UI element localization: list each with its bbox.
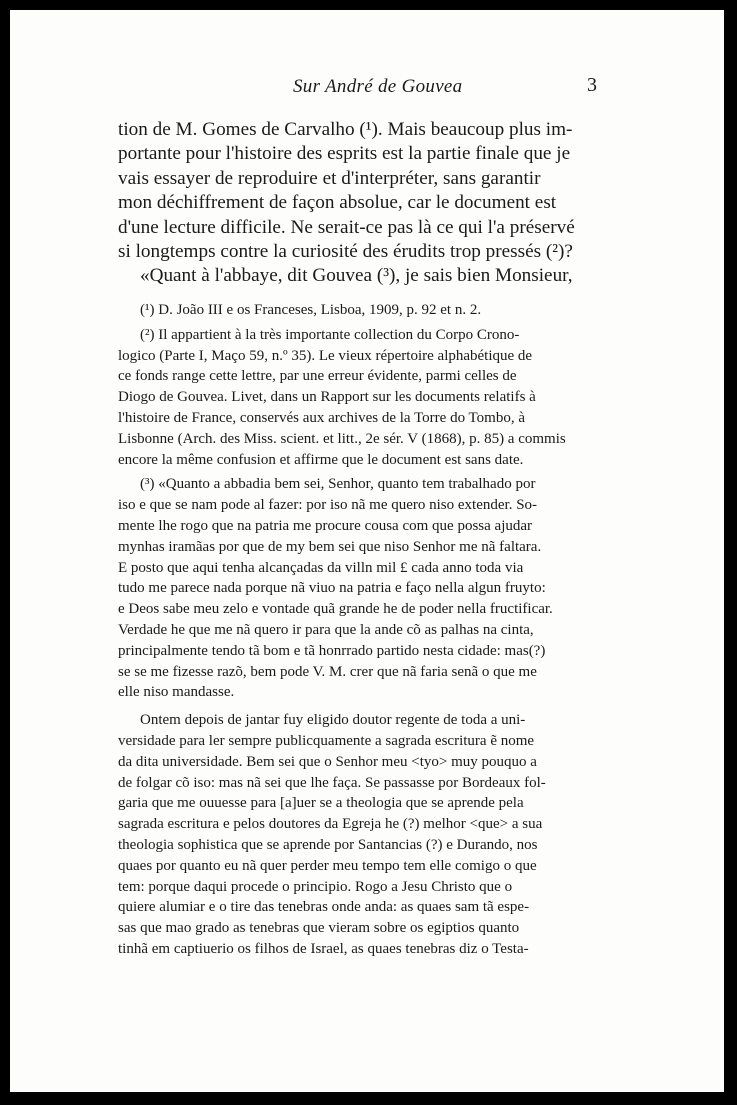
footnote-3-cont-line: versidade para ler sempre publicquamente a sagrada escritura ẽ nome	[118, 732, 535, 749]
footnote-2-line: ce fonds range cette lettre, par une erreur évidente, parmi celles de	[118, 368, 517, 385]
footnote-3-cont-line: de folgar cõ iso: mas nã sei que lhe faça. Se passasse por Bordeaux fol-	[118, 774, 546, 791]
footnote-3-cont-line: sagrada escritura e pelos doutores da Egreja he (?) melhor <que> a sua	[118, 816, 543, 833]
text-line: d'une lecture difficile. Ne serait-ce pas là ce qui l'a préservé	[118, 216, 575, 238]
text-line: tion de M. Gomes de Carvalho (¹). Mais beaucoup plus im-	[118, 119, 573, 140]
footnote-3-line: iso e que se nam pode al fazer: por iso nã me quero niso extender. So-	[118, 497, 538, 514]
footnote-3-line: E posto que aqui tenha alcançadas da villn mil £ cada anno toda via	[118, 559, 524, 576]
footnote-2-line: (²) Il appartient à la très importante collection du Corpo Crono-	[140, 326, 520, 343]
page-header	[10, 76, 724, 102]
footnote-3-line: mente lhe rogo que na patria me procure cousa com que possa ajudar	[118, 517, 533, 534]
footnote-3-cont-line: tinhã em captiuerio os filhos de Israel, as quaes tenebras diz o Testa-	[118, 940, 529, 957]
footnote-3-line: e Deos sabe meu zelo e vontade quã grande he de poder nella fructificar.	[118, 601, 553, 618]
footnote-3-line: principalmente tendo tã bom e tã honrrado partido nesta cidade: mas(?)	[118, 642, 546, 659]
text-line: mon déchiffrement de façon absolue, car le document est	[118, 192, 557, 214]
footnote-1: (¹) D. João III e os Franceses, Lisboa, 1909, p. 92 et n. 2.	[140, 302, 482, 318]
footnote-3-cont-line: Ontem depois de jantar fuy eligido doutor regente de toda a uni-	[140, 712, 526, 729]
footnote-2-line: l'histoire de France, conservés aux archives de la Torre do Tombo, à	[118, 409, 525, 426]
book-page	[10, 10, 724, 1092]
text-line: «Quant à l'abbaye, dit Gouvea (³), je sais bien Monsieur,	[140, 265, 573, 287]
footnote-3-cont-line: quaes por quanto eu nã quer perder meu tempo tem elle comigo o que	[118, 857, 537, 874]
footnote-3-cont-line: quiere alumiar e o tire das tenebras onde anda: as quaes sam tã espe-	[118, 899, 530, 916]
footnote-3-line: (³) «Quanto a abbadia bem sei, Senhor, quanto tem trabalhado por	[140, 476, 536, 493]
footnote-2-line: Diogo de Gouvea. Livet, dans un Rapport sur les documents relatifs à	[118, 389, 536, 406]
footnote-3-line: tudo me parece nada porque nã viuo na patria e faço nella algun fruyto:	[118, 580, 546, 597]
footnote-3-line: se se me fizesse razõ, bem pode V. M. crer que nã faria senã o que me	[118, 663, 537, 680]
footnote-3-line: Verdade he que me nã quero ir para que la ande cõ as palhas na cinta,	[118, 621, 534, 638]
footnote-3-line: elle niso mandasse.	[118, 684, 235, 701]
footnotes	[118, 300, 606, 960]
text-line: portante pour l'histoire des esprits est la partie finale que je	[118, 143, 571, 165]
footnote-2-line: encore la même confusion et affirme que le document est sans date.	[118, 451, 524, 468]
main-text	[118, 118, 606, 289]
footnote-3-cont-line: garia que me ouuesse para [a]uer se a theologia que se aprende pela	[118, 795, 524, 812]
footnote-2-line: Lisbonne (Arch. des Miss. scient. et litt., 2e sér. V (1868), p. 85) a commis	[118, 430, 566, 447]
text-line: si longtemps contre la curiosité des érudits trop pressés (²)?	[118, 240, 573, 262]
page-number: 3	[587, 74, 597, 96]
text-line: vais essayer de reproduire et d'interpréter, sans garantir	[118, 167, 541, 189]
footnote-3-cont-line: da dita universidade. Bem sei que o Senhor meu <tyo> muy pouquo a	[118, 753, 537, 770]
footnote-3-line: mynhas iramãas por que de my bem sei que niso Senhor me nã faltara.	[118, 538, 542, 555]
footnote-3-cont-line: theologia sophistica que se aprende por Santancias (?) e Durando, nos	[118, 836, 538, 853]
footnote-3-cont-line: tem: porque daqui procede o principio. Rogo a Jesu Christo que o	[118, 878, 513, 895]
running-title: Sur André de Gouvea	[293, 76, 463, 97]
footnote-3-cont-line: sas que mao grado as tenebras que vieram sobre os egiptios quanto	[118, 920, 520, 937]
footnote-2-line: logico (Parte I, Maço 59, n.º 35). Le vieux répertoire alphabétique de	[118, 347, 533, 364]
